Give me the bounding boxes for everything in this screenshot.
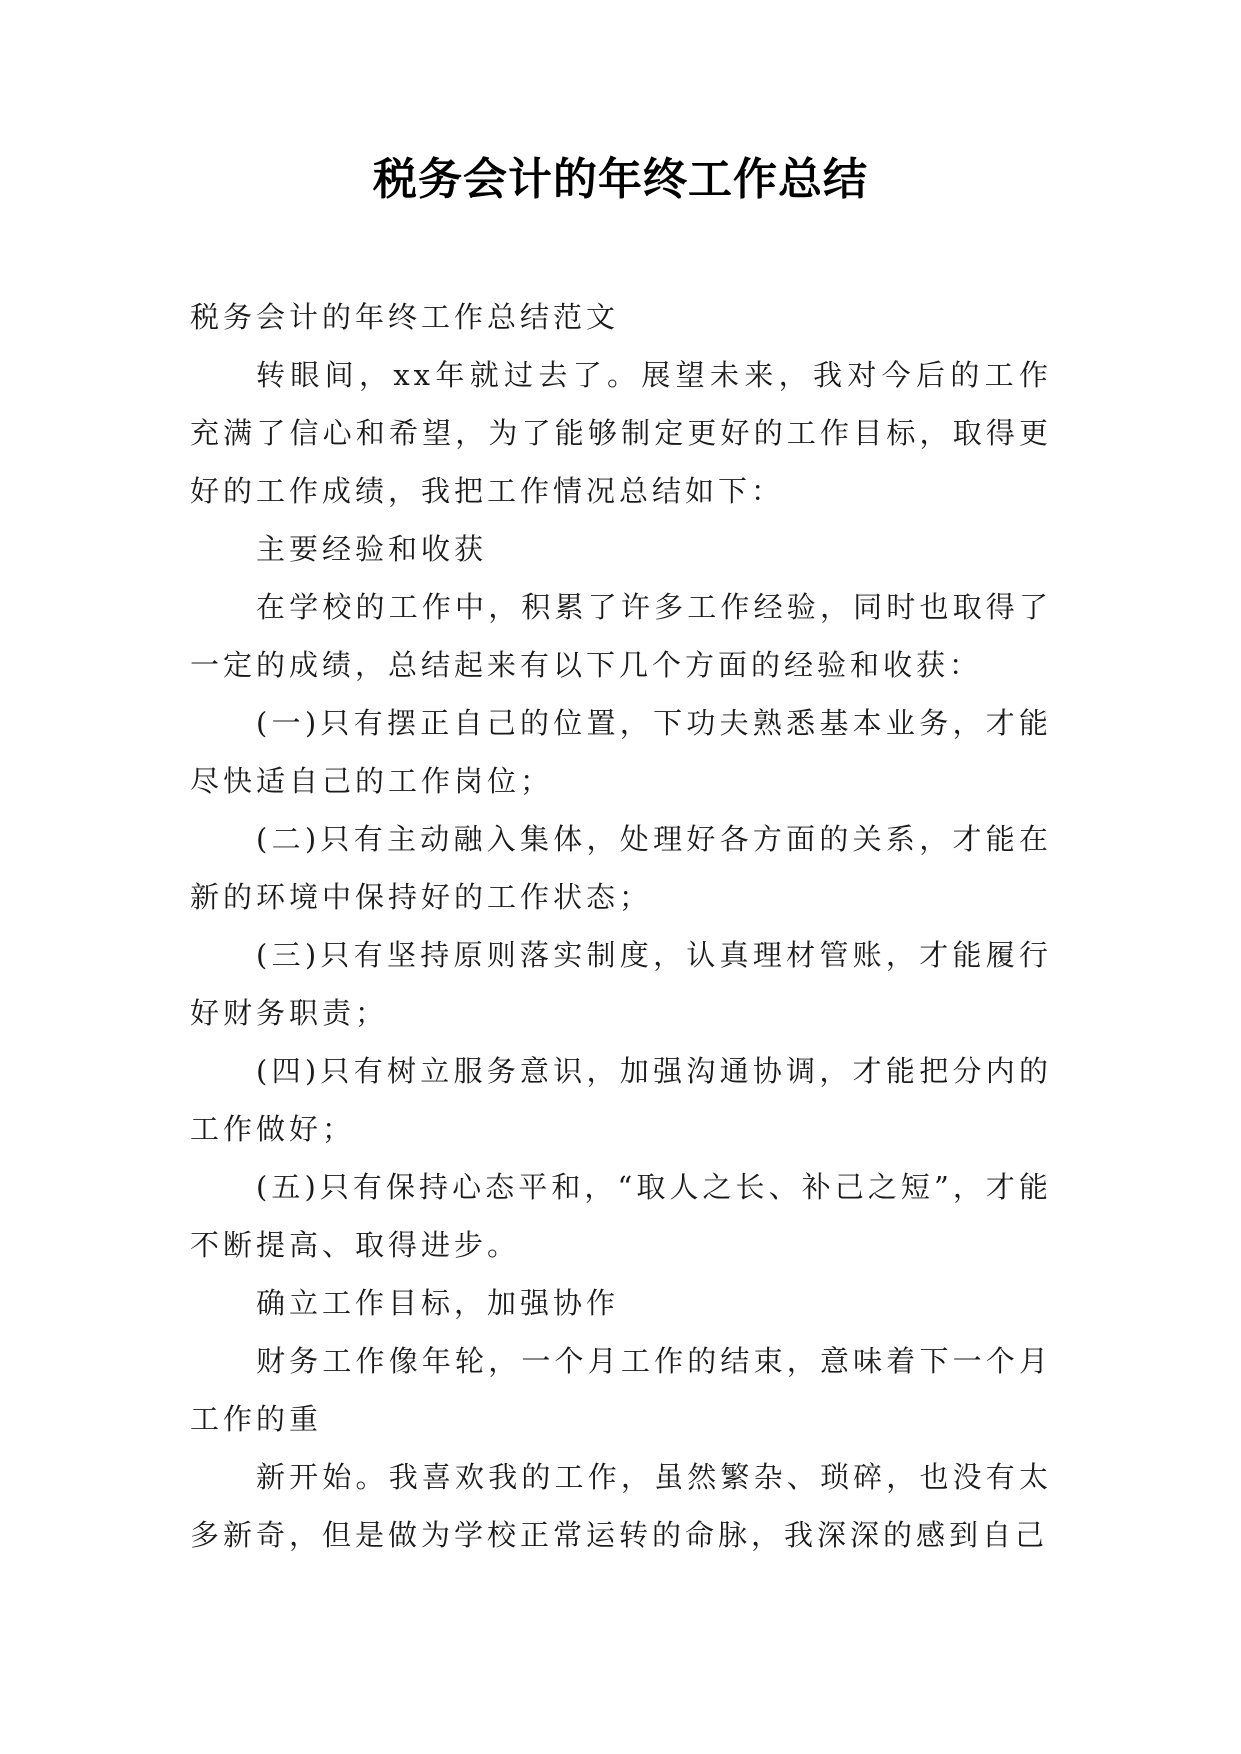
paragraph-goals-2: 新开始。我喜欢我的工作，虽然繁杂、琐碎，也没有太多新奇，但是做为学校正常运转的命脉，我深深的感到自己 bbox=[190, 1460, 1052, 1552]
list-item-2: (二)只有主动融入集体，处理好各方面的关系，才能在新的环境中保持好的工作状态； bbox=[190, 822, 1052, 914]
section-heading-experience: 主要经验和收获 bbox=[256, 532, 488, 566]
paragraph-goals-1: 财务工作像年轮，一个月工作的结束，意味着下一个月工作的重 bbox=[190, 1344, 1052, 1436]
list-item-3: (三)只有坚持原则落实制度，认真理材管账，才能履行好财务职责； bbox=[190, 938, 1052, 1030]
list-item-1: (一)只有摆正自己的位置，下功夫熟悉基本业务，才能尽快适自己的工作岗位； bbox=[190, 706, 1052, 798]
section-heading-goals: 确立工作目标，加强协作 bbox=[256, 1286, 620, 1320]
paragraph-subtitle: 税务会计的年终工作总结范文 bbox=[190, 300, 620, 334]
list-item-4: (四)只有树立服务意识，加强沟通协调，才能把分内的工作做好； bbox=[190, 1054, 1052, 1146]
document-title: 税务会计的年终工作总结 bbox=[373, 154, 868, 205]
paragraph-intro: 转眼间，xx年就过去了。展望未来，我对今后的工作充满了信心和希望，为了能够制定更好的工作目标，取得更好的工作成绩，我把工作情况总结如下： bbox=[190, 358, 1052, 508]
document-body bbox=[190, 288, 1052, 1564]
paragraph-experience-summary: 在学校的工作中，积累了许多工作经验，同时也取得了一定的成绩，总结起来有以下几个方面的经验和收获： bbox=[190, 590, 1052, 682]
list-item-5: (五)只有保持心态平和，“取人之长、补己之短”，才能不断提高、取得进步。 bbox=[190, 1170, 1052, 1262]
